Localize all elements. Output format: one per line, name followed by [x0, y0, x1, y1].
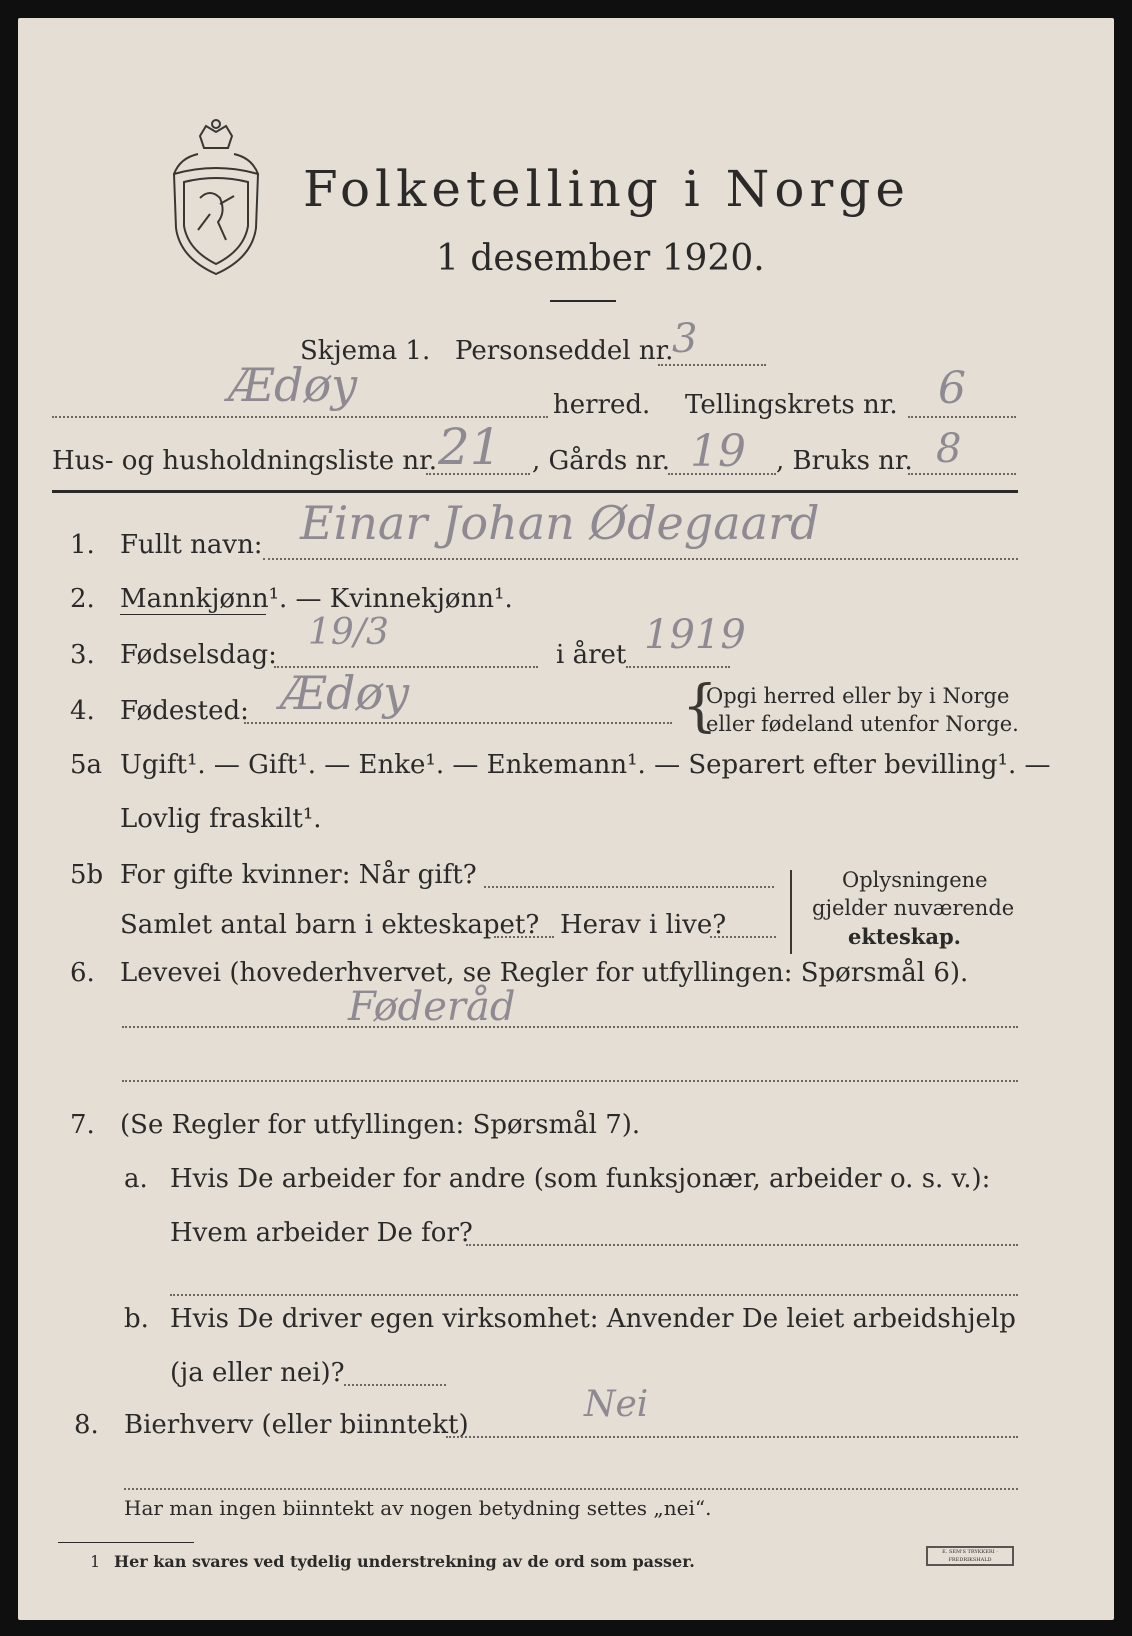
- q5b-line1: For gifte kvinner: Når gift?: [120, 860, 477, 890]
- bruks-field[interactable]: [908, 473, 1016, 475]
- marital-status-options-2[interactable]: Lovlig fraskilt¹.: [120, 804, 322, 834]
- marriage-date-field[interactable]: [484, 886, 774, 888]
- footnote-marker: 1: [90, 1552, 101, 1571]
- q7b-line2: (ja eller nei)?: [170, 1358, 345, 1388]
- gender-options[interactable]: Mannkjønn¹. — Kvinnekjønn¹.: [120, 584, 513, 614]
- q6-number: 6.: [70, 958, 95, 988]
- birthplace-value: Ædøy: [280, 666, 410, 720]
- herred-value: Ædøy: [228, 358, 358, 412]
- year-label: i året: [556, 640, 627, 670]
- q7a-number: a.: [124, 1164, 148, 1194]
- q5b-number: 5b: [70, 860, 104, 890]
- q7-number: 7.: [70, 1110, 95, 1140]
- marriage-note-2: gjelder nuværende: [812, 896, 1015, 920]
- employer-field[interactable]: [466, 1244, 1018, 1246]
- birthplace-field[interactable]: [244, 722, 672, 724]
- q4-number: 4.: [70, 696, 95, 726]
- q4-label: Fødested:: [120, 696, 249, 726]
- q3-number: 3.: [70, 640, 95, 670]
- children-alive-field[interactable]: [710, 936, 776, 938]
- bruks-value: 8: [936, 426, 962, 472]
- occupation-value: Føderåd: [348, 984, 516, 1030]
- q7b-line1: Hvis De driver egen virksomhet: Anvender De leiet arbeidshjelp: [170, 1304, 1016, 1334]
- side-income-note: Har man ingen biinntekt av nogen betydning settes „nei“.: [124, 1496, 712, 1520]
- q5a-number: 5a: [70, 750, 103, 780]
- hus-value: 21: [438, 418, 502, 476]
- birthplace-brace: {: [682, 674, 718, 739]
- occupation-field[interactable]: [122, 1026, 1018, 1028]
- tellingskrets-field[interactable]: [908, 416, 1016, 418]
- q8-number: 8.: [74, 1410, 99, 1440]
- coat-of-arms-icon: [170, 118, 262, 278]
- q7a-line1: Hvis De arbeider for andre (som funksjonær, arbeider o. s. v.):: [170, 1164, 991, 1194]
- q7a-line2: Hvem arbeider De for?: [170, 1218, 473, 1248]
- q2-number: 2.: [70, 584, 95, 614]
- gender-underline: [120, 614, 266, 615]
- hired-help-field[interactable]: [344, 1384, 446, 1386]
- full-name-field[interactable]: [263, 558, 1018, 560]
- q1-label: Fullt navn:: [120, 530, 263, 560]
- birth-year-field[interactable]: [626, 666, 730, 668]
- census-form: [18, 18, 1114, 1620]
- printer-stamp: E. SEM'S TRYKKERI · FREDRIKSHALD: [926, 1546, 1014, 1566]
- hus-label: Hus- og husholdningsliste nr.: [52, 446, 438, 476]
- q5b-alive-label: Herav i live?: [560, 910, 727, 940]
- full-name-value: Einar Johan Ødegaard: [300, 496, 820, 550]
- q7b-number: b.: [124, 1304, 149, 1334]
- occupation-field-2[interactable]: [122, 1080, 1018, 1082]
- q1-number: 1.: [70, 530, 95, 560]
- form-title: Folketelling i Norge: [303, 160, 910, 218]
- header-rule: [52, 490, 1018, 493]
- marriage-note-bracket: [790, 870, 794, 954]
- side-income-value: Nei: [584, 1384, 649, 1425]
- herred-label: herred.: [553, 390, 651, 420]
- gards-label: , Gårds nr.: [532, 446, 671, 476]
- skjema-label: Skjema 1.: [300, 336, 431, 366]
- marriage-note-3: ekteskap.: [848, 924, 961, 949]
- bruks-label: , Bruks nr.: [776, 446, 913, 476]
- q6-label: Levevei (hovederhvervet, se Regler for utfyllingen: Spørsmål 6).: [120, 958, 969, 988]
- tellingskrets-value: 6: [938, 363, 966, 414]
- personseddel-label: Personseddel nr.: [455, 336, 674, 366]
- side-income-field-2[interactable]: [124, 1488, 1018, 1490]
- q5b-children-label: Samlet antal barn i ekteskapet?: [120, 910, 540, 940]
- gards-value: 19: [690, 426, 746, 477]
- footnote-rule: [58, 1542, 194, 1543]
- birthplace-note-1: Opgi herred eller by i Norge: [706, 684, 1010, 708]
- marital-status-options[interactable]: Ugift¹. — Gift¹. — Enke¹. — Enkemann¹. — Separert efter bevilling¹. —: [120, 750, 1051, 780]
- personseddel-field[interactable]: [658, 364, 766, 366]
- footnote-text: Her kan svares ved tydelig understrekning av de ord som passer.: [114, 1552, 695, 1571]
- marriage-note-1: Oplysningene: [842, 868, 988, 892]
- q8-label: Bierhverv (eller biinntekt): [124, 1410, 469, 1440]
- birthdate-value: 19/3: [308, 612, 389, 653]
- birthplace-note-2: eller fødeland utenfor Norge.: [706, 712, 1019, 736]
- census-date: 1 desember 1920.: [436, 238, 765, 279]
- title-divider: [550, 300, 616, 302]
- birth-year-value: 1919: [644, 612, 746, 658]
- children-count-field[interactable]: [494, 936, 554, 938]
- personseddel-value: 3: [672, 316, 698, 362]
- q7-label: (Se Regler for utfyllingen: Spørsmål 7).: [120, 1110, 641, 1140]
- tellingskrets-label: Tellingskrets nr.: [685, 390, 898, 420]
- employer-field-2[interactable]: [170, 1294, 1018, 1296]
- side-income-field[interactable]: [446, 1436, 1018, 1438]
- q3-label: Fødselsdag:: [120, 640, 277, 670]
